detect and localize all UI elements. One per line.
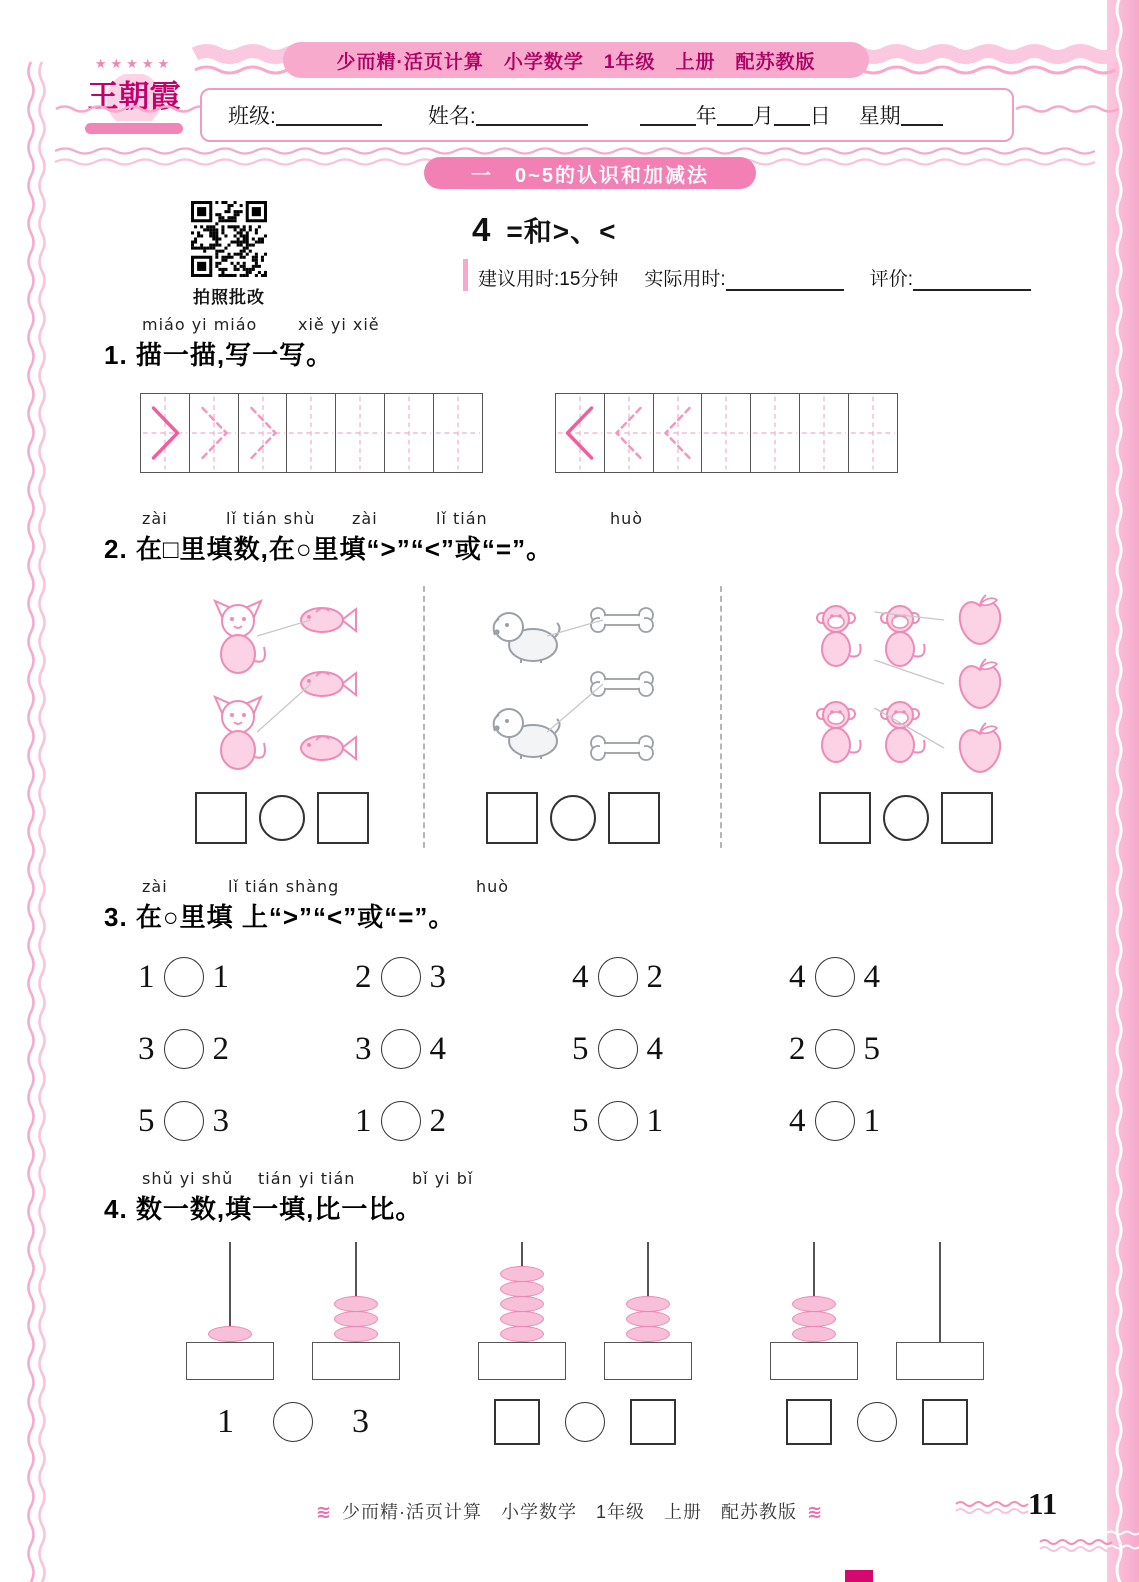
comparison-problem	[355, 957, 572, 997]
pinyin-annotation: xiě yi xiě	[298, 315, 380, 334]
peach-icon	[955, 656, 1005, 712]
right-operand: 4	[863, 958, 880, 995]
left-operand: 4	[789, 958, 806, 995]
abacus-bead	[626, 1326, 670, 1342]
answer-row	[494, 1396, 676, 1448]
series-banner	[283, 42, 869, 78]
pagenum-wave-left	[956, 1500, 1016, 1516]
right-operand: 4	[646, 1030, 663, 1067]
compare-circle[interactable]	[164, 1101, 204, 1141]
comparison-problem	[572, 1101, 789, 1141]
qr-block	[189, 201, 269, 308]
compare-circle[interactable]	[598, 957, 638, 997]
dog-icon	[489, 703, 561, 761]
bottom-mark	[845, 1570, 873, 1582]
abacus-rod-row	[769, 1242, 985, 1380]
year-label: 年	[695, 105, 717, 128]
info-left-wave	[56, 104, 198, 122]
comparison-grid	[138, 946, 1006, 1152]
info-right-wave	[1016, 104, 1102, 122]
left-operand: 5	[572, 1102, 589, 1139]
compare-circle[interactable]	[381, 957, 421, 997]
answer-row	[722, 792, 1090, 844]
abacus-group	[769, 1242, 985, 1448]
trace-grid-greater	[140, 393, 483, 473]
abacus-base	[478, 1342, 566, 1380]
abacus-rod-line	[939, 1242, 941, 1343]
logo-ribbon	[85, 123, 183, 134]
comparison-problem	[138, 1029, 355, 1069]
lesson-number: 4	[472, 211, 491, 248]
compare-circle[interactable]	[381, 1101, 421, 1141]
compare-circle[interactable]	[815, 957, 855, 997]
compare-circle[interactable]	[259, 795, 305, 841]
name-label: 姓名:	[427, 105, 476, 128]
right-operand: 2	[429, 1102, 446, 1139]
animal-area	[140, 588, 423, 780]
compare-circle[interactable]	[883, 795, 929, 841]
fish-icon	[296, 730, 358, 766]
abacus-bead	[500, 1326, 544, 1342]
animal-area	[722, 588, 1090, 780]
section4-heading: 4. 数一数,填一填,比一比。	[104, 1194, 423, 1224]
trace-cell[interactable]	[384, 393, 434, 473]
bone-icon	[587, 606, 657, 634]
count-box-right[interactable]	[317, 792, 369, 844]
compare-circle[interactable]	[273, 1402, 313, 1442]
abacus-bead	[792, 1311, 836, 1327]
right-operand: 2	[212, 1030, 229, 1067]
trace-cell[interactable]	[140, 393, 190, 473]
monkey-icon	[807, 697, 865, 767]
fish-icon	[296, 666, 358, 702]
trace-cell[interactable]	[286, 393, 336, 473]
comparison-problem	[355, 1101, 572, 1141]
abacus-base	[770, 1342, 858, 1380]
answer-row	[425, 792, 720, 844]
abacus-base	[896, 1342, 984, 1380]
comparison-problem	[572, 957, 789, 997]
dog-icon	[489, 607, 561, 665]
compare-circle[interactable]	[381, 1029, 421, 1069]
time-info-line	[463, 259, 1031, 291]
right-operand: 3	[212, 1102, 229, 1139]
left-operand: 3	[355, 1030, 372, 1067]
match-lines	[425, 588, 720, 780]
compare-circle[interactable]	[598, 1101, 638, 1141]
trace-cell[interactable]	[555, 393, 605, 473]
pinyin-annotation: miáo yi miáo	[142, 315, 258, 334]
comparison-row	[138, 1018, 1006, 1080]
trace-cell[interactable]	[848, 393, 898, 473]
count-box-left[interactable]	[195, 792, 247, 844]
comparison-problem	[789, 1101, 1006, 1141]
trace-cell[interactable]	[189, 393, 239, 473]
count-value: 1	[217, 1403, 234, 1440]
count-box-left[interactable]	[819, 792, 871, 844]
abacus-bead	[500, 1296, 544, 1312]
lesson-title: =和>、<	[506, 216, 617, 247]
count-box[interactable]	[630, 1399, 676, 1445]
pinyin-annotation: zài	[142, 509, 168, 528]
abacus-bead	[626, 1311, 670, 1327]
pinyin-annotation: zài	[352, 509, 378, 528]
name-blank[interactable]	[476, 104, 588, 126]
qr-caption: 拍照批改	[193, 288, 265, 307]
left-operand: 2	[789, 1030, 806, 1067]
count-box[interactable]	[786, 1399, 832, 1445]
suggested-time: 建议用时:15分钟	[478, 269, 619, 290]
abacus-area	[185, 1242, 985, 1448]
answer-row	[217, 1396, 369, 1448]
year-blank[interactable]	[640, 104, 696, 126]
pinyin-annotation: lǐ tián shù	[226, 509, 316, 528]
comparison-row	[138, 946, 1006, 1008]
qr-code-icon	[191, 201, 267, 277]
class-blank[interactable]	[276, 104, 382, 126]
abacus-rod	[185, 1242, 275, 1380]
abacus-bead	[626, 1296, 670, 1312]
count-box-left[interactable]	[486, 792, 538, 844]
abacus-rod	[895, 1242, 985, 1380]
student-info-box	[200, 88, 1014, 142]
week-blank[interactable]	[901, 104, 943, 126]
monkey-icon	[807, 601, 865, 671]
trace-cell[interactable]	[335, 393, 385, 473]
section3-heading: 3. 在○里填 上“>”“<”或“=”。	[104, 902, 456, 932]
comparison-problem	[789, 1029, 1006, 1069]
left-operand: 5	[138, 1102, 155, 1139]
right-operand: 4	[429, 1030, 446, 1067]
right-operand: 1	[863, 1102, 880, 1139]
left-operand: 1	[138, 958, 155, 995]
pinyin-annotation: shǔ yi shǔ	[142, 1169, 234, 1188]
abacus-bead	[500, 1281, 544, 1297]
actual-time-blank[interactable]	[726, 269, 844, 291]
compare-problems	[140, 586, 1090, 848]
pinyin-annotation: huò	[610, 509, 644, 528]
trace-cell[interactable]	[604, 393, 654, 473]
abacus-rod	[311, 1242, 401, 1380]
pinyin-annotation: huò	[476, 877, 510, 896]
right-operand: 3	[429, 958, 446, 995]
compare-circle[interactable]	[815, 1029, 855, 1069]
abacus-bead	[334, 1311, 378, 1327]
count-box[interactable]	[494, 1399, 540, 1445]
bone-icon	[587, 670, 657, 698]
abacus-rod-row	[477, 1242, 693, 1380]
left-operand: 4	[789, 1102, 806, 1139]
left-operand: 2	[355, 958, 372, 995]
monkey-icon	[871, 697, 929, 767]
fish-icon	[296, 602, 358, 638]
compare-problem	[140, 586, 425, 848]
abacus-base	[312, 1342, 400, 1380]
unit-banner-text: 一 0~5的认识和加减法	[471, 164, 709, 187]
abacus-rod	[477, 1242, 567, 1380]
abacus-group	[477, 1242, 693, 1448]
abacus-base	[604, 1342, 692, 1380]
trace-cell[interactable]	[238, 393, 288, 473]
comparison-problem	[789, 957, 1006, 997]
abacus-bead	[208, 1326, 252, 1342]
trace-grid-less	[555, 393, 898, 473]
pinyin-annotation: lǐ tián	[436, 509, 488, 528]
right-operand: 1	[646, 1102, 663, 1139]
abacus-bead	[500, 1311, 544, 1327]
cat-icon	[206, 693, 270, 771]
abacus-bead	[500, 1266, 544, 1282]
trace-cell[interactable]	[701, 393, 751, 473]
pinyin-annotation: bǐ yi bǐ	[412, 1169, 474, 1188]
peach-icon	[955, 720, 1005, 776]
trace-cell[interactable]	[799, 393, 849, 473]
comparison-problem	[572, 1029, 789, 1069]
footer-wave-icon: ≋	[315, 1502, 332, 1523]
page-number: 11	[1028, 1486, 1058, 1521]
month-blank[interactable]	[717, 104, 753, 126]
logo-stars-icon: ★★★★★	[94, 56, 174, 71]
abacus-bead	[334, 1296, 378, 1312]
abacus-bead	[792, 1326, 836, 1342]
abacus-rod-row	[185, 1242, 401, 1380]
count-box-right[interactable]	[941, 792, 993, 844]
compare-circle[interactable]	[815, 1101, 855, 1141]
evaluation-label: 评价:	[869, 269, 913, 290]
pinyin-annotation: tián yi tián	[258, 1169, 356, 1188]
actual-time-label: 实际用时:	[644, 269, 726, 290]
left-border-wave	[26, 62, 56, 1574]
abacus-rod	[769, 1242, 859, 1380]
section2-heading: 2. 在□里填数,在○里填“>”“<”或“=”。	[104, 534, 554, 564]
series-banner-text: 少而精·活页计算 小学数学 1年级 上册 配苏教版	[336, 51, 816, 73]
animal-area	[425, 588, 720, 780]
compare-circle[interactable]	[598, 1029, 638, 1069]
right-border-band	[1107, 0, 1139, 1582]
left-operand: 1	[355, 1102, 372, 1139]
compare-circle[interactable]	[857, 1402, 897, 1442]
corner-wave	[1040, 1538, 1104, 1554]
trace-cell[interactable]	[433, 393, 483, 473]
abacus-bead	[792, 1296, 836, 1312]
month-label: 月	[752, 105, 774, 128]
right-operand: 1	[212, 958, 229, 995]
left-operand: 3	[138, 1030, 155, 1067]
bone-icon	[587, 734, 657, 762]
compare-circle[interactable]	[164, 1029, 204, 1069]
logo-text: 王朝霞	[74, 74, 194, 121]
monkey-icon	[871, 601, 929, 671]
compare-problem	[425, 586, 722, 848]
class-label: 班级:	[228, 105, 276, 128]
comparison-problem	[355, 1029, 572, 1069]
left-operand: 4	[572, 958, 589, 995]
trace-cell[interactable]	[653, 393, 703, 473]
comparison-row	[138, 1090, 1006, 1152]
evaluation-blank[interactable]	[913, 269, 1031, 291]
pinyin-annotation: zài	[142, 877, 168, 896]
cat-icon	[206, 597, 270, 675]
week-label: 星期	[858, 105, 901, 128]
abacus-group	[185, 1242, 401, 1448]
comparison-problem	[138, 957, 355, 997]
peach-icon	[955, 592, 1005, 648]
section1-heading: 1. 描一描,写一写。	[104, 340, 334, 370]
match-lines	[140, 588, 423, 780]
day-blank[interactable]	[774, 104, 810, 126]
unit-banner	[424, 157, 756, 189]
right-operand: 2	[646, 958, 663, 995]
abacus-rod	[603, 1242, 693, 1380]
right-operand: 5	[863, 1030, 880, 1067]
count-box[interactable]	[922, 1399, 968, 1445]
footer-text: 少而精·活页计算 小学数学 1年级 上册 配苏教版	[341, 1502, 797, 1522]
compare-circle[interactable]	[550, 795, 596, 841]
compare-problem	[722, 586, 1090, 848]
answer-row	[786, 1396, 968, 1448]
count-value: 3	[352, 1403, 369, 1440]
pinyin-annotation: lǐ tián shàng	[228, 877, 340, 896]
day-label: 日	[809, 105, 831, 128]
count-box-right[interactable]	[608, 792, 660, 844]
lesson-header	[472, 210, 616, 250]
footer-wave-icon: ≋	[807, 1502, 824, 1523]
left-operand: 5	[572, 1030, 589, 1067]
compare-circle[interactable]	[164, 957, 204, 997]
abacus-bead	[334, 1326, 378, 1342]
trace-cell[interactable]	[750, 393, 800, 473]
answer-row	[140, 792, 423, 844]
comparison-problem	[138, 1101, 355, 1141]
right-band-wave	[1107, 0, 1139, 1582]
abacus-base	[186, 1342, 274, 1380]
compare-circle[interactable]	[565, 1402, 605, 1442]
